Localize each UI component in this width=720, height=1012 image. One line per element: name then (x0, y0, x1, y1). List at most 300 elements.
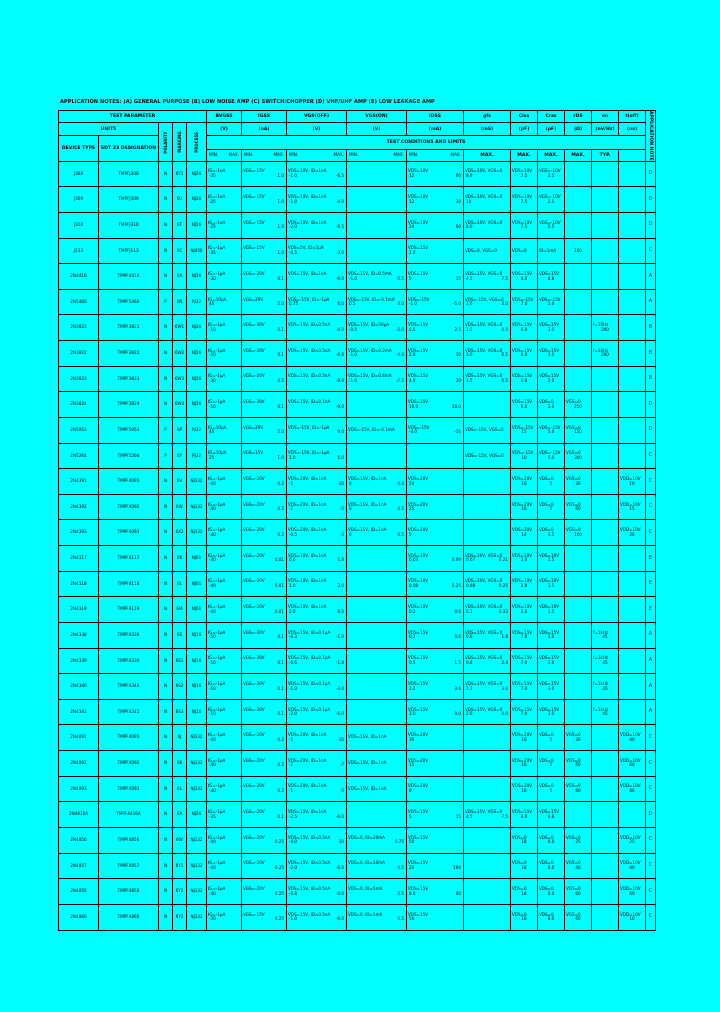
condition-text: VDS=15V (408, 629, 428, 635)
condition-text: VDS=0 (539, 885, 554, 891)
application-note-cell: D (646, 392, 656, 418)
device-type-cell: 2N4338 (59, 622, 99, 648)
param-header: VGS(OFF) (287, 111, 347, 123)
condition-text: VDS=-15V (512, 424, 534, 430)
param-cell (592, 674, 619, 700)
param-cell (407, 341, 464, 367)
device-type-cell: 2N4858 (59, 879, 99, 905)
limit-value: 3.5 (547, 531, 555, 537)
condition-text: VDS=10V, VGS=0 (465, 194, 503, 200)
min-value: 1.0 (466, 301, 473, 307)
condition-text: VGS=15V (243, 450, 264, 456)
min-value: -50 (209, 326, 216, 332)
param-cell (619, 366, 646, 392)
param-cell (407, 674, 464, 700)
condition-text: IG=10μA (208, 450, 227, 456)
limit-header: MAX. (511, 149, 538, 161)
limit-header: MAX. (538, 149, 565, 161)
polarity-cell: N (159, 264, 173, 290)
max-value: 10 (455, 352, 461, 358)
param-cell (619, 674, 646, 700)
condition-text: VDS=5V, ID=1μA (288, 245, 324, 251)
process-cell: NJ16 (187, 699, 207, 725)
max-value: 0.33 (498, 608, 508, 614)
limit-values (408, 763, 462, 768)
param-cell (242, 853, 287, 879)
device-type-cell: 2N4857 (59, 853, 99, 879)
condition-text: VDS=15V, ID=50μA (348, 322, 389, 328)
param-cell (592, 699, 619, 725)
limit-value: 16 (521, 736, 527, 742)
max-value: 0.25 (274, 864, 284, 870)
param-cell (619, 161, 646, 187)
condition-text: VDS=15V (408, 347, 428, 353)
table-row (59, 546, 656, 572)
min-value: 3.5 (466, 378, 473, 384)
param-cell (565, 571, 592, 597)
marking-header: MARKING (173, 123, 187, 162)
sot23-designation-cell: TMPF4416A (99, 802, 159, 828)
limit-max-label: MAX. (228, 151, 239, 157)
condition-text: VGS=-20V (243, 527, 265, 533)
application-note-cell: C (646, 827, 656, 853)
param-cell (347, 392, 407, 418)
limit-max-label: MAX. (333, 151, 344, 157)
min-value: -4.0 (409, 429, 417, 435)
max-value: -6.5 (336, 173, 344, 179)
max-value: -8.0 (336, 403, 344, 409)
unit-header: (nV/Hz) (592, 123, 619, 136)
min-value: 20 (409, 864, 415, 870)
condition-text: VDS=0, ID=5mA (348, 911, 383, 917)
sot23-designation-cell: TMPF4093 (99, 520, 159, 546)
max-value: 0.5 (397, 890, 404, 896)
param-cell (207, 802, 242, 828)
condition-text: VDS=15V (408, 245, 428, 251)
param-cell (511, 264, 538, 290)
condition-text: VDD=10V (620, 885, 641, 891)
polarity-cell: N (159, 802, 173, 828)
param-cell (347, 212, 407, 238)
condition-text: VGS=-20V (243, 604, 265, 610)
condition-text: VDS=15V, ID=0.5nA (288, 347, 331, 353)
condition-text: VGS=-20V (243, 270, 265, 276)
param-cell (407, 494, 464, 520)
condition-text: VDS=0 (512, 911, 527, 917)
param-cell (538, 648, 565, 674)
table-row (59, 161, 656, 187)
limit-value: 40 (629, 864, 635, 870)
max-value: 0.1 (277, 813, 284, 819)
limit-value: 5.0 (547, 429, 555, 435)
condition-text: VDD=10V (620, 501, 641, 507)
limit-value: 8.0 (547, 839, 555, 845)
marking-cell: 6Y (173, 443, 187, 469)
condition-text: VGS=-20V (243, 757, 265, 763)
condition-text: VDS=15V, ID=0.5nA (288, 834, 331, 840)
polarity-cell: N (159, 469, 173, 495)
min-value: 0.2 (409, 634, 416, 640)
condition-text: VDS=15V, VGS=0 (465, 373, 503, 379)
device-type-cell: J309 (59, 187, 99, 213)
condition-text: VDS=15V (539, 347, 559, 353)
condition-text: IG=-1μA (208, 885, 226, 891)
param-cell (511, 520, 538, 546)
condition-text: VDS=15V (408, 680, 428, 686)
param-cell (347, 853, 407, 879)
condition-text: VDS=15V (408, 399, 428, 405)
limit-value: 3.0 (547, 403, 555, 409)
max-value: 0.25 (498, 583, 508, 589)
min-value: -25 (209, 198, 216, 204)
condition-text: VDS=15V, ID=1nA (348, 527, 387, 533)
limit-values (243, 353, 285, 358)
polarity-cell: N (159, 776, 173, 802)
sot23-designation-cell: TMPF5460 (99, 289, 159, 315)
param-cell (287, 443, 347, 469)
table-row (59, 289, 656, 315)
param-cell (565, 674, 592, 700)
test-parameter-label: TEST PARAMETER (59, 111, 207, 123)
param-cell (207, 725, 242, 751)
param-cell (347, 751, 407, 777)
max-value: 15 (455, 813, 461, 819)
limit-values (288, 738, 345, 743)
max-value: -2.0 (396, 326, 404, 332)
limit-values (408, 917, 462, 922)
min-value: -0.5 (289, 531, 297, 537)
param-cell (619, 392, 646, 418)
param-cell (287, 392, 347, 418)
process-cell: PJ32 (187, 443, 207, 469)
param-cell (619, 520, 646, 546)
param-cell (242, 827, 287, 853)
application-note-cell: C (646, 904, 656, 930)
param-cell (592, 853, 619, 879)
param-cell (511, 776, 538, 802)
max-value: -4.0 (336, 326, 344, 332)
min-value: 50 (409, 480, 415, 486)
condition-text: VDS=10V (408, 194, 428, 200)
max-value: -1.0 (336, 634, 344, 640)
param-cell (207, 520, 242, 546)
param-cell (538, 571, 565, 597)
min-value: 0.5 (349, 301, 356, 307)
max-value: -4.0 (336, 198, 344, 204)
datasheet-table-wrapper (58, 110, 655, 928)
min-value: 0 (349, 531, 352, 537)
param-cell (565, 751, 592, 777)
param-cell (619, 827, 646, 853)
condition-text: VDS=10V, VGS=0 (465, 604, 503, 610)
limit-values (208, 712, 240, 717)
param-cell (347, 674, 407, 700)
condition-text: IG=-1μA (208, 270, 226, 276)
condition-text: VDS=10V, VGS=0 (465, 552, 503, 558)
table-row (59, 725, 656, 751)
application-note-header: APPLICATION NOTE (646, 111, 656, 162)
param-cell (592, 776, 619, 802)
limit-value: 5 (549, 480, 553, 486)
limit-values (408, 610, 462, 615)
application-note-cell: C (646, 494, 656, 520)
param-cell (347, 827, 407, 853)
param-cell (464, 161, 511, 187)
condition-text: VGS=-20V (243, 732, 265, 738)
condition-text: VDS=15V, ID=0.5nA (288, 860, 331, 866)
param-cell (347, 879, 407, 905)
polarity-cell: N (159, 546, 173, 572)
limit-values (208, 687, 240, 692)
table-row (59, 571, 656, 597)
condition-text: VDS=15V, ID=0.5nA (288, 322, 331, 328)
limit-value: 10 (629, 916, 635, 922)
condition-text: VGS=-20V (243, 552, 265, 558)
param-cell (619, 341, 646, 367)
max-value: 7.5 (501, 275, 508, 281)
condition-text: VDS=15V (539, 655, 559, 661)
param-cell (207, 392, 242, 418)
condition-text: VDS=10V, ID=1nA (288, 578, 327, 584)
unit-header: (V) (207, 123, 242, 136)
process-cell: NJ132 (187, 725, 207, 751)
limit-values (465, 661, 509, 666)
condition-text: VDS=15V, ID=1nA (348, 475, 387, 481)
polarity-cell: N (159, 366, 173, 392)
condition-text: IG=-1μA (208, 732, 226, 738)
param-cell (242, 289, 287, 315)
application-note-cell: A (646, 648, 656, 674)
param-cell (207, 341, 242, 367)
param-cell (511, 674, 538, 700)
condition-text: VDS=15V, VGS=0 (465, 347, 503, 353)
condition-text: VDS=-15V (539, 296, 561, 302)
polarity-cell: N (159, 904, 173, 930)
limit-values (208, 840, 240, 845)
param-cell (347, 648, 407, 674)
param-cell (207, 904, 242, 930)
param-cell (538, 802, 565, 828)
param-cell (464, 289, 511, 315)
condition-text: IG=10μA (208, 424, 227, 430)
param-cell (592, 879, 619, 905)
max-value: 0.5 (397, 864, 404, 870)
param-cell (242, 802, 287, 828)
condition-text: VGS=0 (566, 475, 581, 481)
table-row (59, 366, 656, 392)
application-note-cell: C (646, 776, 656, 802)
param-cell (207, 212, 242, 238)
condition-text: VDS=15V (539, 322, 559, 328)
table-row (59, 187, 656, 213)
process-cell: NJ26 (187, 264, 207, 290)
limit-values (243, 507, 285, 512)
condition-text: VGS=0 (566, 834, 581, 840)
device-type-cell: 2N4341 (59, 699, 99, 725)
limit-value: 7.0 (520, 685, 528, 691)
param-cell (565, 212, 592, 238)
application-note-cell: D (646, 417, 656, 443)
max-value: -5 (339, 788, 344, 794)
param-cell (619, 699, 646, 725)
limit-value: 25 (629, 839, 635, 845)
param-cell (592, 571, 619, 597)
limit-values (208, 430, 240, 435)
condition-text: VDS=0 (539, 527, 554, 533)
condition-text: IG=-1μA (208, 501, 226, 507)
min-value: 10.0 (409, 403, 419, 409)
condition-text: VGS=-15V (243, 245, 265, 251)
limit-value: 10 (521, 454, 527, 460)
polarity-cell: P (159, 289, 173, 315)
min-value: -1.0 (289, 198, 297, 204)
param-cell (619, 725, 646, 751)
application-note-cell: C (646, 469, 656, 495)
condition-text: VDS=-15V (408, 424, 430, 430)
min-value: -2 (289, 506, 294, 512)
condition-text: VDS=15V, ID=1nA (348, 501, 387, 507)
sot23-designation-cell: TMPF3823 (99, 366, 159, 392)
max-value: 20.0 (451, 403, 461, 409)
condition-text: VGS=0 (566, 732, 581, 738)
application-note-cell: C (646, 443, 656, 469)
table-row (59, 520, 656, 546)
limit-value: 5 (549, 762, 553, 768)
limit-values (208, 456, 240, 461)
process-cell: NJ26 (187, 187, 207, 213)
param-cell (464, 776, 511, 802)
param-cell (538, 776, 565, 802)
condition-text: f=1kHz (593, 706, 609, 712)
limit-value: 200 (601, 352, 609, 358)
table-row (59, 597, 656, 623)
param-cell (287, 597, 347, 623)
param-cell (347, 341, 407, 367)
max-value: -3.0 (336, 249, 344, 255)
process-cell: NJ01 (187, 597, 207, 623)
condition-text: VDS=10V (512, 578, 532, 584)
condition-text: VGS=-15V (243, 168, 265, 174)
max-value: 0.75 (394, 839, 404, 845)
param-cell (592, 264, 619, 290)
param-cell (407, 443, 464, 469)
min-value: 15 (409, 762, 415, 768)
limit-values (408, 584, 462, 589)
limit-value: 80 (629, 788, 635, 794)
limit-value: 7.5 (520, 173, 528, 179)
min-value: 1.3 (466, 685, 473, 691)
condition-text: IG=-1μA (208, 578, 226, 584)
max-value: 30 (455, 198, 461, 204)
unit-header: (pF) (538, 123, 565, 136)
param-cell (538, 879, 565, 905)
condition-text: f=1kHz (593, 680, 609, 686)
limit-value: 16 (521, 762, 527, 768)
condition-text: VGS=0 (566, 757, 581, 763)
limit-values (348, 353, 405, 358)
limit-values (408, 507, 462, 512)
max-value: 0.2 (277, 506, 284, 512)
limit-value: 18 (521, 864, 527, 870)
table-row (59, 802, 656, 828)
param-cell (207, 315, 242, 341)
condition-text: VDS=20V (512, 527, 532, 533)
condition-text: VDS=15V (539, 680, 559, 686)
max-value: -6.0 (336, 275, 344, 281)
limit-values (465, 174, 509, 179)
condition-text: VGS=-30V (243, 629, 265, 635)
param-cell (464, 725, 511, 751)
param-cell (592, 289, 619, 315)
application-note-cell: C (646, 238, 656, 264)
limit-values (243, 302, 285, 307)
limit-value: 7.0 (520, 301, 528, 307)
param-cell (347, 264, 407, 290)
limit-values (288, 353, 345, 358)
limit-header-pair (242, 149, 287, 161)
max-value: 0.2 (277, 788, 284, 794)
condition-text: VDS=10V (512, 168, 532, 174)
param-cell (287, 494, 347, 520)
limit-value: 14 (521, 531, 527, 537)
param-cell (242, 674, 287, 700)
param-cell (538, 443, 565, 469)
polarity-cell: N (159, 699, 173, 725)
device-type-cell: 2N3824 (59, 392, 99, 418)
param-cell (511, 802, 538, 828)
marking-cell: 6W2 (173, 341, 187, 367)
param-cell (565, 725, 592, 751)
param-cell (287, 827, 347, 853)
condition-text: VGS=-10V (539, 194, 561, 200)
param-cell (242, 622, 287, 648)
application-note-cell: C (646, 725, 656, 751)
min-value: -2.0 (289, 864, 297, 870)
condition-text: VDS=15V, VGS=0 (465, 706, 503, 712)
param-cell (592, 392, 619, 418)
limit-values (465, 200, 509, 205)
limit-value: 5 (549, 736, 553, 742)
limit-value: 40 (575, 864, 581, 870)
param-cell (592, 802, 619, 828)
param-header: en (592, 111, 619, 123)
max-value: 1.5 (454, 659, 461, 665)
max-value: 6.0 (337, 454, 344, 460)
marking-cell: 6L (173, 776, 187, 802)
max-value: 1.8 (337, 557, 344, 563)
param-header: BVGSS (207, 111, 242, 123)
limit-value: 3.0 (520, 583, 528, 589)
limit-value: 200 (601, 326, 609, 332)
condition-text: VGS=-20V (243, 475, 265, 481)
param-cell (538, 674, 565, 700)
limit-values (288, 456, 345, 461)
condition-text: VDS=15V (539, 270, 559, 276)
param-cell (464, 366, 511, 392)
param-cell (287, 699, 347, 725)
param-cell (407, 648, 464, 674)
param-cell (511, 622, 538, 648)
param-cell (242, 187, 287, 213)
param-cell (464, 827, 511, 853)
sot23-designation-cell: TMPF4092 (99, 494, 159, 520)
condition-text: VDS=10V, VGS=0 (465, 578, 503, 584)
limit-value: 3.0 (520, 608, 528, 614)
limit-value: 2.5 (547, 198, 555, 204)
min-value: -2.0 (289, 224, 297, 230)
param-cell (592, 238, 619, 264)
min-value: -2.0 (289, 711, 297, 717)
